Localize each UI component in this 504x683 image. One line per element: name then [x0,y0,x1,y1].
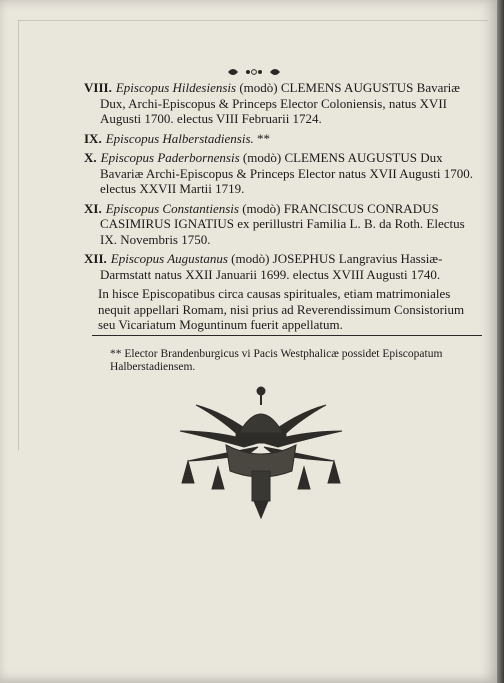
entry-text: ** [257,130,271,146]
crown-vignette [166,383,356,528]
entry-viii [84,80,484,127]
entry-number: VIII. [84,80,112,95]
crown-ornament-icon [166,383,356,528]
entry-number: X. [84,150,97,165]
entry-x [84,150,484,197]
entry-ix [84,131,484,147]
entry-text: (modò) JOSEPHUS Langravius Hassiæ-Darmstatt natus XXII Januarii 1699. electus XVIII Augusti 1740. [100,251,443,282]
book-edge [497,0,504,683]
entry-title: Episcopus Augustanus [110,251,228,266]
page-frame-left-border [18,20,67,450]
entry-title: Episcopus Paderbornensis [100,150,240,165]
entry-text: (modò) CLEMENS AUGUSTUS Dux Bavariæ Archi-Episcopus & Princeps Elector natus XVII Augusti 1700. electus XXVII Martii 1719. [100,150,473,196]
entry-number: IX. [84,130,102,146]
flourish-icon [226,66,282,78]
entry-title: Episcopus Halberstadiensis. [105,130,254,146]
entry-number: XI. [84,200,102,216]
header-ornament [226,65,282,77]
entry-xii [84,251,484,282]
main-text [84,80,484,333]
entry-title: Episcopus Hildesiensis [115,80,237,95]
entry-xi [84,201,484,248]
body-paragraph: In hisce Episcopatibus circa causas spirituales, etiam matrimoniales nequit appellari Romam, nisi prius ad Reverendissimum Consistorium seu Vicariatum Moguntinum fuerit appellatum. [98,286,465,332]
entry-text: (modò) CLEMENS AUGUSTUS Bavariæ Dux, Archi-Episcopus & Princeps Elector Coloniensis, natus XVII Augusti 1700. electus VIII Februarii 1724. [100,80,460,126]
footnote-rule [92,335,482,336]
footnote: ** Elector Brandenburgicus vi Pacis Westphalicæ possidet Episcopatum Halberstadiensem. [110,347,443,373]
entry-number: XII. [84,251,107,266]
entry-text: (modò) FRANCISCUS CONRADUS CASIMIRUS IGNATIUS ex perillustri Familia L. B. da Roth. Electus IX. Novembris 1750. [100,200,465,247]
entry-title: Episcopus Constantiensis [105,200,239,216]
